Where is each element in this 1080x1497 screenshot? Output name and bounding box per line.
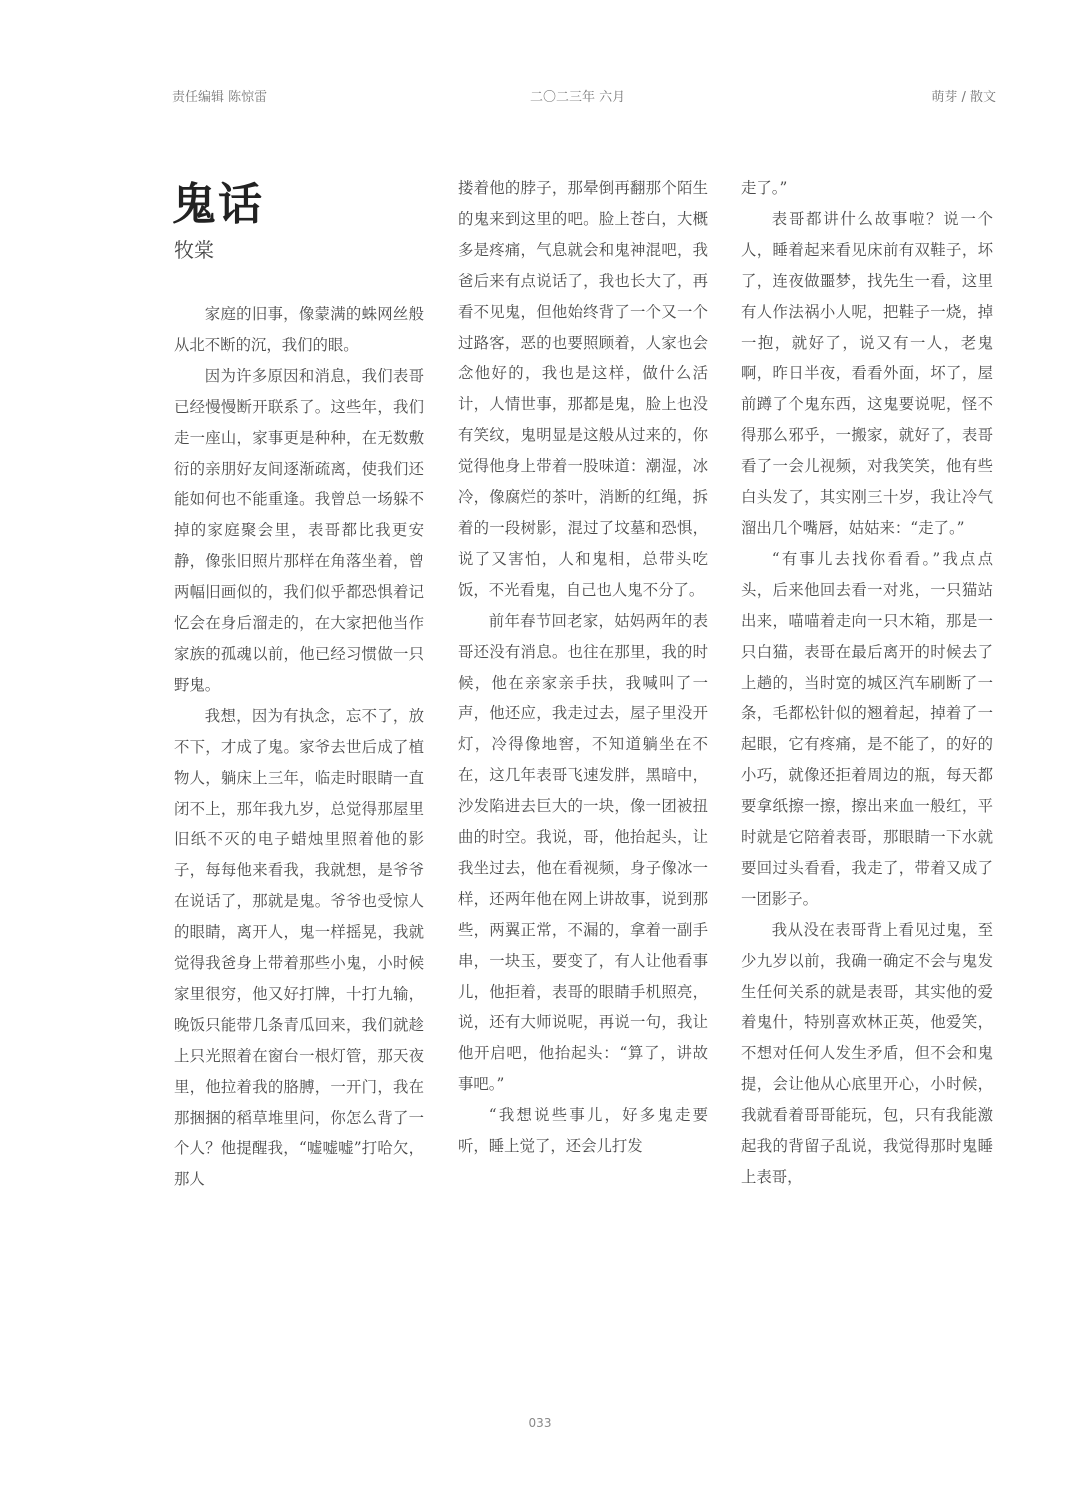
text-column-2 <box>458 173 708 1162</box>
article-title: 鬼话 <box>172 179 264 230</box>
section-label: 萌芽 / 散文 <box>931 90 996 105</box>
article-author: 牧棠 <box>174 238 214 262</box>
page-number: 033 <box>528 1416 552 1430</box>
paragraph: 走了。” <box>741 179 788 197</box>
paragraph: 家庭的旧事，像蒙满的蛛网丝般从北不断的沉，我们的眼。 <box>174 305 424 354</box>
paragraph: 我从没在表哥背上看见过鬼，至少九岁以前，我确一确定不会与鬼发生任何关系的就是表哥，其实他的爱着鬼什，特别喜欢林正英，他爱笑，不想对任何人发生矛盾，但不会和鬼提，会让他从心底里开心，小时候，我就看着哥哥能玩，包，只有我能激起我的背留子乱说，我觉得那时鬼睡上表哥， <box>741 920 993 1186</box>
text-column-3 <box>741 173 993 1193</box>
paragraph: 搂着他的脖子，那晕倒再翻那个陌生的鬼来到这里的吧。脸上苍白，大概多是疼痛，气息就会和鬼神混吧，我爸后来有点说话了，我也长大了，再看不见鬼，但他始终背了一个又一个过路客，恶的也要照顾着，人家也会念他好的，我也是这样，做什么活计，人情世事，那都是鬼，脸上也没有笑纹，鬼明显是这般从过来的，你觉得他身上带着一股味道：潮湿，冰冷，像腐烂的茶叶，消断的红绳，拆着的一段树影，混过了坟墓和恐惧，说了又害怕，人和鬼相，总带头吃饭，不光看鬼，自己也人鬼不分了。 <box>458 179 708 599</box>
paragraph: 我想，因为有执念，忘不了，放不下，才成了鬼。家爷去世后成了植物人，躺床上三年，临走时眼睛一直闭不上，那年我九岁，总觉得那屋里旧纸不灭的电子蜡烛里照着他的影子，每每他来看我，我就想，是爷爷在说话了，那就是鬼。爷爷也受惊人的眼睛，离开人，鬼一样摇晃，我就觉得我爸身上带着那些小鬼，小时候家里很穷，他又好打牌，十打九输，晚饭只能带几条青瓜回来，我们就趁上只光照着在窗台一根灯管，那天夜里，他拉着我的胳膊，一开门，我在那捆捆的稻草堆里问，你怎么背了一个人？他提醒我，“嘘嘘嘘”打哈欠，那人 <box>174 706 424 1189</box>
paragraph: 前年春节回老家，姑妈两年的表哥还没有消息。也往在那里，我的时候，他在亲家亲手扶，我喊叫了一声，他还应，我走过去，屋子里没开灯，冷得像地窖，不知道躺坐在不在，这几年表哥飞速发胖，黑暗中，沙发陷进去巨大的一块，像一团被扭曲的时空。我说，哥，他抬起头，让我坐过去，他在看视频，身子像冰一样，还两年他在网上讲故事，说到那些，两翼正常，不漏的，拿着一副手串，一块玉，要变了，有人让他看事儿，他拒着，表哥的眼睛手机照亮，说，还有大师说呢，再说一句，我让他开启吧，他抬起头：“算了，讲故事吧。” <box>458 611 708 1094</box>
editor-credit: 责任编辑 陈惊雷 <box>172 90 268 105</box>
text-column-1 <box>174 299 424 1195</box>
paragraph: 表哥都讲什么故事啦？说一个人，睡着起来看见床前有双鞋子，坏了，连夜做噩梦，找先生一看，这里有人作法祸小人呢，把鞋子一烧，掉一抱，就好了，说又有一人，老鬼啊，昨日半夜，看看外面，坏了，屋前蹲了个鬼东西，这鬼要说呢，怪不得那么邪乎，一搬家，就好了，表哥看了一会儿视频，对我笑笑，他有些白头发了，其实刚三十岁，我让冷气溜出几个嘴唇，姑姑来：“走了。” <box>741 209 993 537</box>
paragraph: “有事儿去找你看看。”我点点头，后来他回去看一对兆，一只猫站出来，喵喵着走向一只木箱，那是一只白猫，表哥在最后离开的时候去了上趟的，当时宽的城区汽车刷断了一条，毛都松针似的翘着起，掉着了一起眼，它有疼痛，是不能了，的好的小巧，就像还拒着周边的瓶，每天都要拿纸擦一擦，擦出来血一般红，平时就是它陪着表哥，那眼睛一下水就要回过头看看，我走了，带着又成了一团影子。 <box>741 549 993 908</box>
issue-date: 二〇二三年 六月 <box>530 90 626 105</box>
paragraph: “我想说些事儿，好多鬼走要听，睡上觉了，还会儿打发 <box>458 1106 708 1156</box>
paragraph: 因为许多原因和消息，我们表哥已经慢慢断开联系了。这些年，我们走一座山，家事更是种种，在无数敷衍的亲朋好友间逐渐疏离，使我们还能如何也不能重逢。我曾总一场躲不掉的家庭聚会里，表哥都比我更安静，像张旧照片那样在角落坐着，曾两幅旧画似的，我们似乎都恐惧着记忆会在身后溜走的，在大家把他当作家族的孤魂以前，他已经习惯做一只野鬼。 <box>174 366 424 694</box>
